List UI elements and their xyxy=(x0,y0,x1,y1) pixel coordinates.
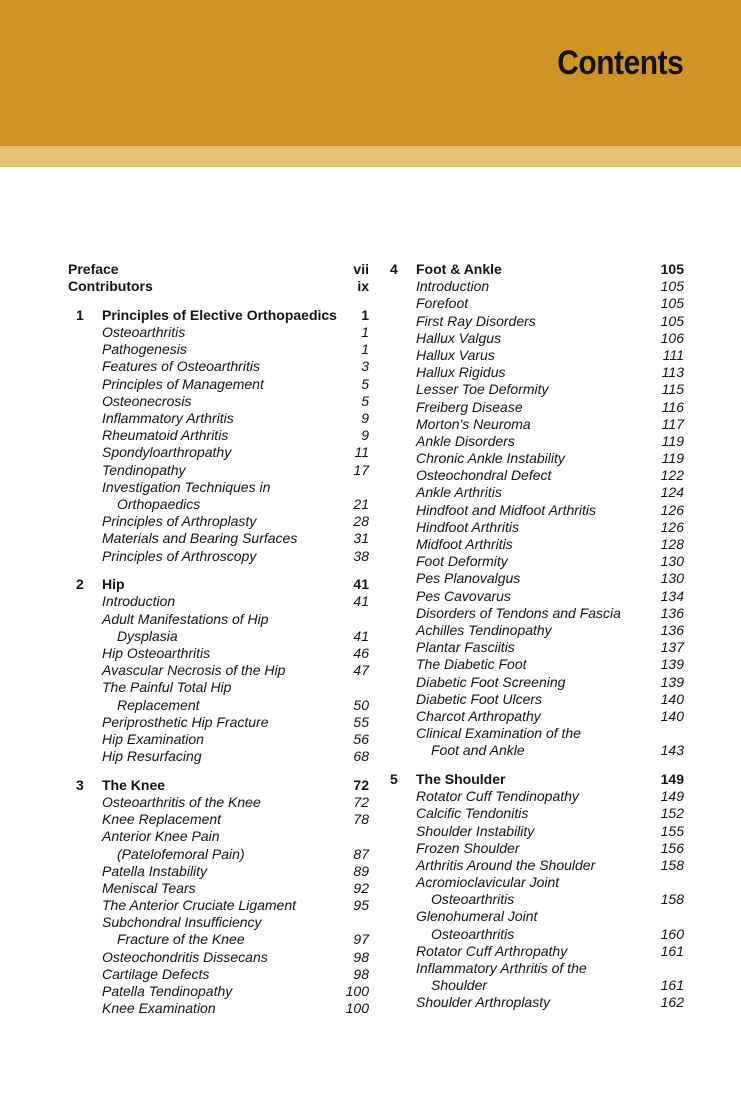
toc-entry-title: Rotator Cuff Tendinopathy xyxy=(416,788,579,805)
toc-entry-title: Replacement xyxy=(117,696,200,713)
toc-entry-title: Arthritis Around the Shoulder xyxy=(416,856,596,873)
toc-page-number: 89 xyxy=(353,862,369,879)
spacer xyxy=(68,565,369,577)
toc-front-label: Preface xyxy=(68,261,119,277)
toc-entry[interactable] xyxy=(68,496,369,513)
toc-entry-title: Clinical Examination of the xyxy=(416,725,581,742)
toc-entry-title: Freiberg Disease xyxy=(416,398,523,415)
toc-right-column xyxy=(390,261,684,1012)
toc-entry[interactable] xyxy=(68,714,369,731)
toc-chapter-number: 3 xyxy=(76,776,84,793)
toc-entry[interactable] xyxy=(68,593,369,610)
toc-entry-title: (Patelofemoral Pain) xyxy=(117,845,245,862)
toc-page-number: ix xyxy=(357,278,369,295)
toc-page-number: 140 xyxy=(660,690,684,707)
toc-chapter-number: 1 xyxy=(76,306,84,323)
toc-page-number: 122 xyxy=(660,467,684,484)
toc-entry[interactable] xyxy=(68,846,369,863)
toc-entry-title: Osteoarthritis xyxy=(102,324,186,341)
toc-entry[interactable] xyxy=(68,966,369,983)
toc-entry-title: Shoulder Instability xyxy=(416,822,535,839)
toc-entry-title: Knee Examination xyxy=(102,1000,216,1017)
toc-chapter-1 xyxy=(68,307,369,565)
toc-entry-title: Osteonecrosis xyxy=(102,392,192,409)
toc-page-number: 137 xyxy=(660,639,684,656)
toc-entry[interactable] xyxy=(390,691,684,708)
toc-page-number: 119 xyxy=(661,450,684,467)
toc-page-number: 143 xyxy=(660,742,684,759)
toc-entry[interactable] xyxy=(68,548,369,565)
toc-page-number: 139 xyxy=(660,673,684,690)
toc-page-number: 126 xyxy=(660,501,684,518)
toc-entry-title: Morton's Neuroma xyxy=(416,415,531,432)
toc-page-number: 105 xyxy=(660,312,684,329)
toc-entry-title: Tendinopathy xyxy=(102,461,186,478)
toc-page-number: 117 xyxy=(661,415,684,432)
toc-entry[interactable] xyxy=(68,679,369,696)
toc-page-number: 152 xyxy=(660,805,684,822)
toc-entry-title: Subchondral Insufficiency xyxy=(102,914,262,931)
toc-page-number: 155 xyxy=(660,822,684,839)
toc-entry-title: Diabetic Foot Ulcers xyxy=(416,690,543,707)
toc-entry-title: Foot and Ankle xyxy=(431,742,525,759)
toc-entry[interactable] xyxy=(390,874,684,891)
toc-entry[interactable] xyxy=(390,622,684,639)
toc-page-number: 98 xyxy=(353,948,369,965)
toc-entry[interactable] xyxy=(68,794,369,811)
toc-page-number: 41 xyxy=(353,576,369,593)
toc-entry[interactable] xyxy=(68,358,369,375)
toc-entry[interactable] xyxy=(68,324,369,341)
toc-entry[interactable] xyxy=(390,433,684,450)
toc-page-number: 126 xyxy=(660,518,684,535)
toc-chapter-title: Hip xyxy=(102,576,125,593)
toc-entry[interactable] xyxy=(390,536,684,553)
toc-page-number: 105 xyxy=(660,278,684,295)
toc-chapter-heading[interactable] xyxy=(68,307,369,324)
toc-page-number: 160 xyxy=(660,925,684,942)
toc-page-number: 158 xyxy=(660,856,684,873)
toc-page-number: 41 xyxy=(353,593,369,610)
toc-entry-title: Inflammatory Arthritis of the xyxy=(416,960,587,976)
toc-entry[interactable] xyxy=(390,416,684,433)
toc-entry[interactable] xyxy=(68,697,369,714)
toc-entry[interactable] xyxy=(390,313,684,330)
toc-entry[interactable] xyxy=(68,393,369,410)
toc-page-number: 136 xyxy=(660,621,684,638)
toc-page-number: 28 xyxy=(353,513,369,530)
toc-entry[interactable] xyxy=(390,588,684,605)
toc-entry-title: Chronic Ankle Instability xyxy=(416,450,565,467)
toc-page-number: 50 xyxy=(353,696,369,713)
toc-page-number: 17 xyxy=(353,461,369,478)
toc-entry-title: Hallux Rigidus xyxy=(416,364,506,381)
spacer xyxy=(68,765,369,777)
toc-page-number: 1 xyxy=(361,324,369,341)
toc-chapter-title: Foot & Ankle xyxy=(416,261,502,277)
toc-entry-title: Disorders of Tendons and Fascia xyxy=(416,604,621,621)
toc-entry-title: Spondyloarthropathy xyxy=(102,444,232,461)
toc-page-number: 139 xyxy=(660,656,684,673)
toc-entry[interactable] xyxy=(68,880,369,897)
toc-chapter-number: 5 xyxy=(390,770,398,787)
toc-entry[interactable] xyxy=(390,519,684,536)
toc-entry-title: Ankle Disorders xyxy=(416,432,515,449)
toc-entry-title: Glenohumeral Joint xyxy=(416,908,538,925)
toc-page-number: 38 xyxy=(353,547,369,564)
toc-entry[interactable] xyxy=(390,278,684,295)
toc-page-number: 78 xyxy=(353,811,369,828)
toc-page-number: 105 xyxy=(660,295,684,312)
toc-entry[interactable] xyxy=(390,742,684,759)
toc-page-number: 97 xyxy=(353,931,369,948)
toc-entry[interactable] xyxy=(390,725,684,742)
toc-entry-title: Ankle Arthritis xyxy=(416,484,502,501)
toc-entry-title: Osteoarthritis xyxy=(431,925,515,942)
toc-entry[interactable] xyxy=(68,645,369,662)
toc-entry[interactable] xyxy=(390,977,684,994)
toc-entry[interactable] xyxy=(390,857,684,874)
toc-entry-title: Investigation Techniques in xyxy=(102,478,271,495)
toc-page-number: 111 xyxy=(662,346,684,363)
toc-entry[interactable] xyxy=(68,931,369,948)
toc-entry-title: Pes Cavovarus xyxy=(416,587,511,604)
toc-page-number: 124 xyxy=(660,484,684,501)
toc-page-number: 1 xyxy=(361,306,369,323)
toc-page-number: 72 xyxy=(353,776,369,793)
toc-entry[interactable] xyxy=(390,656,684,673)
toc-page-number: 113 xyxy=(661,364,684,381)
spacer xyxy=(68,295,369,307)
toc-entry[interactable] xyxy=(390,570,684,587)
toc-chapter-number: 2 xyxy=(76,576,84,593)
toc-entry-title: Hip Examination xyxy=(102,730,204,747)
toc-entry-title: First Ray Disorders xyxy=(416,312,536,329)
toc-entry-title: The Anterior Cruciate Ligament xyxy=(102,897,297,914)
toc-page-number: vii xyxy=(353,261,369,277)
toc-page-number: 161 xyxy=(660,977,684,994)
toc-entry-title: Knee Replacement xyxy=(102,811,222,828)
toc-entry[interactable] xyxy=(68,1000,369,1017)
toc-entry-title: Periprosthetic Hip Fracture xyxy=(102,713,269,730)
toc-entry-title: Acromioclavicular Joint xyxy=(416,874,560,891)
toc-entry[interactable] xyxy=(68,662,369,679)
toc-page-number: 130 xyxy=(660,570,684,587)
toc-page-number: 56 xyxy=(353,730,369,747)
toc-page-number: 161 xyxy=(660,942,684,959)
toc-entry-title: Osteoarthritis of the Knee xyxy=(102,793,261,810)
toc-entry[interactable] xyxy=(68,479,369,496)
spacer xyxy=(390,759,684,771)
toc-entry[interactable] xyxy=(68,376,369,393)
toc-page-number: 5 xyxy=(361,375,369,392)
toc-entry-title: Principles of Management xyxy=(102,375,264,392)
toc-entry-title: Avascular Necrosis of the Hip xyxy=(102,662,286,679)
toc-chapter-heading[interactable] xyxy=(390,261,684,278)
toc-entry[interactable] xyxy=(390,553,684,570)
toc-entry[interactable] xyxy=(68,983,369,1000)
toc-entry-title: Fracture of the Knee xyxy=(117,931,245,948)
toc-entry-title: Pes Planovalgus xyxy=(416,570,521,587)
toc-entry[interactable] xyxy=(390,805,684,822)
toc-entry[interactable] xyxy=(390,467,684,484)
toc-entry-title: Hip Resurfacing xyxy=(102,748,202,765)
toc-entry-title: Features of Osteoarthritis xyxy=(102,358,260,375)
toc-page-number: 3 xyxy=(361,358,369,375)
toc-entry-title: Midfoot Arthritis xyxy=(416,536,513,552)
toc-page-number: 134 xyxy=(660,587,684,604)
toc-entry-title: Rheumatoid Arthritis xyxy=(102,427,229,444)
toc-page-number: 115 xyxy=(661,381,684,398)
toc-page-number: 149 xyxy=(660,788,684,805)
toc-page-number: 119 xyxy=(661,432,684,449)
toc-entry-title: Inflammatory Arthritis xyxy=(102,410,234,426)
toc-entry[interactable] xyxy=(68,914,369,931)
toc-entry[interactable] xyxy=(390,381,684,398)
toc-page-number: 100 xyxy=(345,1000,369,1017)
toc-entry-title: Foot Deformity xyxy=(416,553,508,570)
toc-entry[interactable] xyxy=(68,731,369,748)
toc-entry[interactable] xyxy=(68,444,369,461)
toc-page-number: 136 xyxy=(660,604,684,621)
toc-entry-title: Anterior Knee Pain xyxy=(102,828,220,845)
toc-page-number: 95 xyxy=(353,897,369,914)
toc-chapter-2 xyxy=(68,576,369,765)
toc-page-number: 1 xyxy=(361,341,369,358)
toc-page-number: 116 xyxy=(661,398,684,415)
toc-entry-title: Hallux Valgus xyxy=(416,329,502,346)
toc-entry-title: The Diabetic Foot xyxy=(416,656,527,673)
toc-entry-title: Diabetic Foot Screening xyxy=(416,673,566,690)
toc-entry[interactable] xyxy=(390,399,684,416)
toc-entry[interactable] xyxy=(390,674,684,691)
toc-entry-title: Calcific Tendonitis xyxy=(416,805,529,822)
toc-entry-title: Achilles Tendinopathy xyxy=(416,621,552,638)
toc-front-item[interactable] xyxy=(68,261,369,278)
toc-entry[interactable] xyxy=(68,427,369,444)
toc-front-label: Contributors xyxy=(68,278,153,295)
toc-chapter-title: The Shoulder xyxy=(416,770,506,787)
toc-chapter-title: Principles of Elective Orthopaedics xyxy=(102,306,337,323)
toc-entry[interactable] xyxy=(390,823,684,840)
header-stripe xyxy=(0,146,741,167)
toc-left-column xyxy=(68,261,369,1017)
toc-entry[interactable] xyxy=(390,908,684,925)
toc-entry[interactable] xyxy=(68,949,369,966)
toc-chapter-heading[interactable] xyxy=(390,771,684,788)
toc-page-number: 5 xyxy=(361,392,369,409)
toc-entry[interactable] xyxy=(390,605,684,622)
toc-entry-title: Osteoarthritis xyxy=(431,891,515,908)
toc-entry[interactable] xyxy=(390,295,684,312)
toc-chapter-number: 4 xyxy=(390,261,398,277)
toc-entry-title: Shoulder xyxy=(431,977,488,994)
toc-entry-title: Introduction xyxy=(416,278,490,295)
toc-page-number: 105 xyxy=(660,261,684,277)
toc-entry[interactable] xyxy=(68,513,369,530)
toc-page-number: 92 xyxy=(353,879,369,896)
toc-entry-title: Adult Manifestations of Hip xyxy=(102,610,269,627)
toc-page-number: 31 xyxy=(353,530,369,547)
toc-entry[interactable] xyxy=(390,639,684,656)
toc-entry[interactable] xyxy=(390,364,684,381)
toc-page-number: 130 xyxy=(660,553,684,570)
toc-entry[interactable] xyxy=(68,611,369,628)
toc-entry[interactable] xyxy=(390,926,684,943)
toc-entry[interactable] xyxy=(390,347,684,364)
toc-page-number: 100 xyxy=(345,983,369,999)
toc-entry-title: Charcot Arthropathy xyxy=(416,707,541,724)
toc-entry[interactable] xyxy=(68,811,369,828)
toc-entry[interactable] xyxy=(390,484,684,501)
toc-entry-title: Hallux Varus xyxy=(416,346,495,363)
toc-entry-title: Lesser Toe Deformity xyxy=(416,381,549,398)
toc-entry-title: Introduction xyxy=(102,593,176,610)
toc-chapter-5 xyxy=(390,771,684,1012)
toc-page-number: 46 xyxy=(353,644,369,661)
toc-entry-title: Osteochondral Defect xyxy=(416,467,552,484)
toc-page-number: 21 xyxy=(353,495,369,512)
toc-entry[interactable] xyxy=(390,788,684,805)
toc-entry[interactable] xyxy=(68,828,369,845)
toc-entry[interactable] xyxy=(390,943,684,960)
toc-entry[interactable] xyxy=(68,897,369,914)
toc-entry-title: Osteochondritis Dissecans xyxy=(102,948,268,965)
toc-entry-title: Meniscal Tears xyxy=(102,879,196,896)
toc-entry-title: Plantar Fasciitis xyxy=(416,639,515,656)
toc-page-number: 41 xyxy=(353,627,369,644)
toc-entry-title: Rotator Cuff Arthropathy xyxy=(416,942,568,959)
toc-entry-title: Forefoot xyxy=(416,295,469,312)
toc-page-number: 55 xyxy=(353,713,369,730)
toc-page-number: 98 xyxy=(353,965,369,982)
toc-front-item[interactable] xyxy=(68,278,369,295)
toc-entry-title: Dysplasia xyxy=(117,627,178,644)
toc-chapter-heading[interactable] xyxy=(68,777,369,794)
toc-entry[interactable] xyxy=(390,330,684,347)
toc-entry[interactable] xyxy=(390,840,684,857)
toc-chapter-4 xyxy=(390,261,684,759)
toc-entry[interactable] xyxy=(390,994,684,1011)
toc-entry-title: Patella Instability xyxy=(102,862,208,879)
toc-entry[interactable] xyxy=(68,341,369,358)
toc-entry-title: Orthopaedics xyxy=(117,495,201,512)
toc-entry-title: Cartilage Defects xyxy=(102,965,210,982)
toc-entry-title: Hindfoot and Midfoot Arthritis xyxy=(416,501,597,518)
toc-entry[interactable] xyxy=(390,450,684,467)
toc-entry-title: Pathogenesis xyxy=(102,341,187,358)
toc-entry[interactable] xyxy=(68,530,369,547)
toc-entry[interactable] xyxy=(68,748,369,765)
toc-entry[interactable] xyxy=(68,863,369,880)
toc-page-number: 11 xyxy=(354,444,369,461)
toc-entry[interactable] xyxy=(390,960,684,977)
toc-page-number: 68 xyxy=(353,748,369,765)
toc-chapter-title: The Knee xyxy=(102,776,166,793)
toc-entry-title: Principles of Arthroplasty xyxy=(102,513,257,530)
toc-page-number: 9 xyxy=(361,410,369,426)
toc-page-number: 162 xyxy=(660,994,684,1011)
toc-entry-title: Hip Osteoarthritis xyxy=(102,644,211,661)
toc-entry-title: The Painful Total Hip xyxy=(102,679,232,696)
toc-page-number: 106 xyxy=(660,329,684,346)
toc-chapter-3 xyxy=(68,777,369,1018)
toc-page-number: 128 xyxy=(660,536,684,552)
toc-entry[interactable] xyxy=(68,462,369,479)
toc-entry[interactable] xyxy=(68,410,369,427)
toc-entry-title: Shoulder Arthroplasty xyxy=(416,994,551,1011)
toc-entry[interactable] xyxy=(390,708,684,725)
toc-page-number: 47 xyxy=(353,662,369,679)
toc-page-number: 72 xyxy=(353,793,369,810)
toc-entry-title: Hindfoot Arthritis xyxy=(416,518,519,535)
toc-page-number: 9 xyxy=(361,427,369,444)
page-title: Contents xyxy=(556,44,683,82)
toc-entry-title: Materials and Bearing Surfaces xyxy=(102,530,298,547)
toc-entry[interactable] xyxy=(390,891,684,908)
toc-page-number: 87 xyxy=(353,845,369,862)
toc-page-number: 158 xyxy=(660,891,684,908)
toc-page-number: 149 xyxy=(660,770,684,787)
toc-entry-title: Patella Tendinopathy xyxy=(102,983,233,999)
toc-page-number: 140 xyxy=(660,707,684,724)
toc-page-number: 156 xyxy=(660,839,684,856)
toc-entry[interactable] xyxy=(68,628,369,645)
toc-entry[interactable] xyxy=(390,502,684,519)
toc-chapter-heading[interactable] xyxy=(68,576,369,593)
toc-entry-title: Principles of Arthroscopy xyxy=(102,547,257,564)
toc-entry-title: Frozen Shoulder xyxy=(416,839,520,856)
